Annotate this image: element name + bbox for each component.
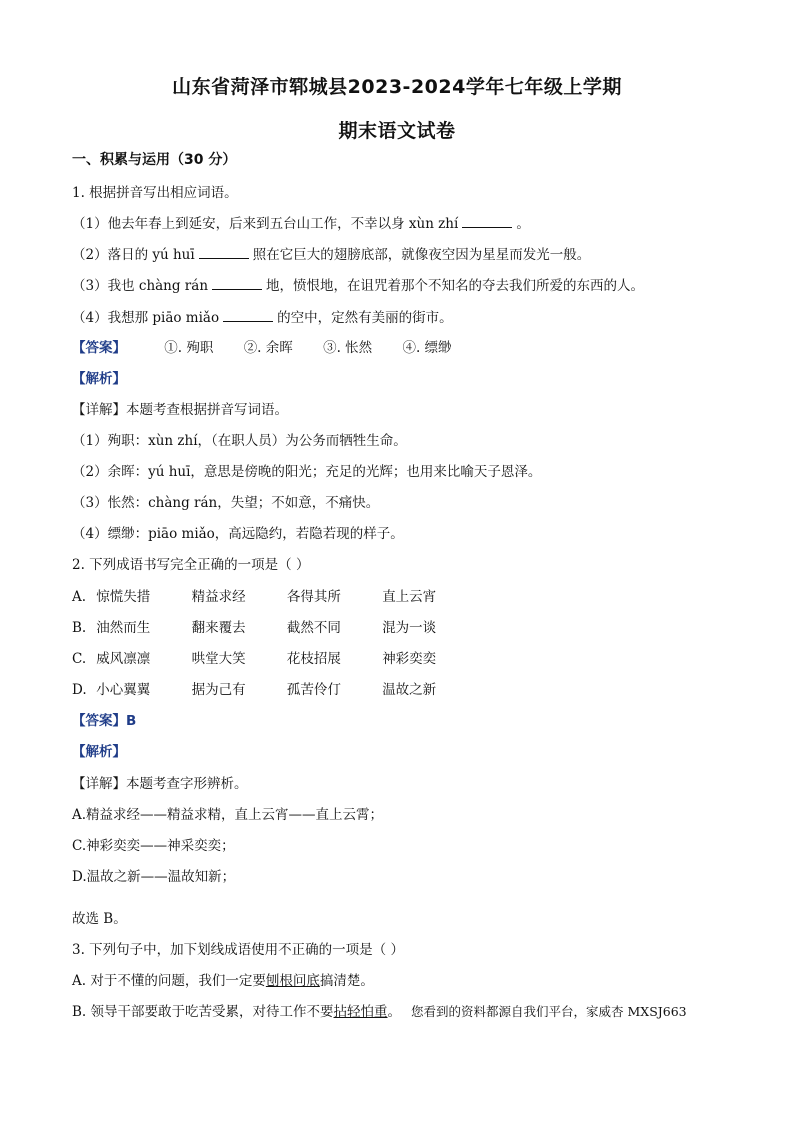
q3-option-a xyxy=(72,972,374,990)
option-word: 混为一谈 xyxy=(382,620,437,636)
q1-item-2 xyxy=(72,245,590,264)
option-word: 哄堂大笑 xyxy=(191,651,246,667)
option-text: A. 对于不懂的问题，我们一定要 xyxy=(72,973,266,989)
section-heading: 一、积累与运用（30 分） xyxy=(72,152,237,168)
q1-explanation-3: （3）怅然：chàng rán，失望；不如意，不痛快。 xyxy=(72,495,380,511)
q1-item-1-after: 。 xyxy=(516,216,530,232)
option-word: 惊慌失措 xyxy=(96,589,151,605)
answer-tag: 【答案】 xyxy=(72,340,126,356)
answer-3: ③. 怅然 xyxy=(323,340,373,356)
option-text: 搞清楚。 xyxy=(319,973,374,989)
q3-stem: 3. 下列句子中，加下划线成语使用不正确的一项是（ ） xyxy=(72,942,404,958)
option-letter: B. xyxy=(72,620,87,636)
q2-correction-d: D.温故之新——温故知新； xyxy=(72,869,236,885)
option-word: 神彩奕奕 xyxy=(382,651,437,667)
q2-option-a xyxy=(72,588,473,606)
q1-item-2-text: （2）落日的 yú huī xyxy=(72,247,195,263)
answer-4: ④. 缥缈 xyxy=(402,340,452,356)
q2-option-b xyxy=(72,619,473,637)
option-word: 翻来覆去 xyxy=(191,620,246,636)
answer-blank xyxy=(462,214,512,228)
q1-item-4-after: 的空中，定然有美丽的街市。 xyxy=(277,310,453,326)
q2-correction-c: C.神彩奕奕——神采奕奕； xyxy=(72,838,235,854)
answer-blank xyxy=(212,276,262,290)
q1-item-4 xyxy=(72,308,453,327)
q1-item-1 xyxy=(72,214,530,233)
option-text: B. 领导干部要敢于吃苦受累，对待工作不要 xyxy=(72,1004,334,1020)
q1-detail: 【详解】本题考查根据拼音写词语。 xyxy=(72,402,288,418)
q1-item-1-text: （1）他去年春上到延安，后来到五台山工作，不幸以身 xùn zhí xyxy=(72,216,459,232)
underlined-idiom: 拈轻怕重 xyxy=(333,1004,388,1020)
q1-item-3-text: （3）我也 chàng rán xyxy=(72,278,209,294)
option-word: 孤苦伶仃 xyxy=(286,682,341,698)
q1-item-3-after: 地，愤恨地，在诅咒着那个不知名的夺去我们所爱的东西的人。 xyxy=(266,278,645,294)
option-word: 截然不同 xyxy=(286,620,341,636)
q2-stem: 2. 下列成语书写完全正确的一项是（ ） xyxy=(72,557,310,573)
answer-2: ②. 余晖 xyxy=(243,340,293,356)
option-word: 直上云宵 xyxy=(382,589,437,605)
title-line-1: 山东省菏泽市郓城县2023-2024学年七年级上学期 xyxy=(172,76,622,98)
title-line-2: 期末语文试卷 xyxy=(338,120,456,142)
option-word: 花枝招展 xyxy=(286,651,341,667)
q1-explanation-1: （1）殉职：xùn zhí，（在职人员）为公务而牺牲生命。 xyxy=(72,433,407,449)
q2-answer: 【答案】B xyxy=(72,713,137,729)
q2-correction-a: A.精益求经——精益求精，直上云宵——直上云霄； xyxy=(72,807,384,823)
q1-answer xyxy=(72,339,478,357)
q2-option-d xyxy=(72,681,473,699)
option-word: 威风凛凛 xyxy=(96,651,151,667)
option-word: 各得其所 xyxy=(286,589,341,605)
q2-detail: 【详解】本题考查字形辨析。 xyxy=(72,776,248,792)
option-letter: A. xyxy=(72,589,87,605)
option-letter: D. xyxy=(72,682,87,698)
answer-blank xyxy=(223,308,273,322)
option-text: 。 xyxy=(387,1004,402,1020)
analysis-tag: 【解析】 xyxy=(72,371,126,387)
underlined-idiom: 刨根问底 xyxy=(265,973,320,989)
option-word: 温故之新 xyxy=(382,682,437,698)
q2-conclusion: 故选 B。 xyxy=(72,911,127,927)
watermark-text: 您看到的资料都源自我们平台，家威杏 MXSJ663 xyxy=(411,1004,687,1019)
option-word: 油然而生 xyxy=(96,620,151,636)
q1-explanation-2: （2）余晖：yú huī，意思是傍晚的阳光；充足的光辉；也用来比喻天子恩泽。 xyxy=(72,464,542,480)
option-word: 据为己有 xyxy=(191,682,246,698)
q3-option-b xyxy=(72,1003,687,1021)
q1-item-2-after: 照在它巨大的翅膀底部，就像夜空因为星星而发光一般。 xyxy=(252,247,591,263)
answer-blank xyxy=(199,245,249,259)
option-word: 精益求经 xyxy=(191,589,246,605)
option-word: 小心翼翼 xyxy=(96,682,151,698)
analysis-tag: 【解析】 xyxy=(72,744,126,760)
answer-1: ①. 殉职 xyxy=(164,340,214,356)
option-letter: C. xyxy=(72,651,87,667)
q1-item-4-text: （4）我想那 piāo miǎo xyxy=(72,310,220,326)
q1-item-3 xyxy=(72,276,644,295)
q1-explanation-4: （4）缥缈：piāo miǎo，高远隐约，若隐若现的样子。 xyxy=(72,526,404,542)
q2-option-c xyxy=(72,650,473,668)
q1-stem: 1. 根据拼音写出相应词语。 xyxy=(72,185,238,201)
